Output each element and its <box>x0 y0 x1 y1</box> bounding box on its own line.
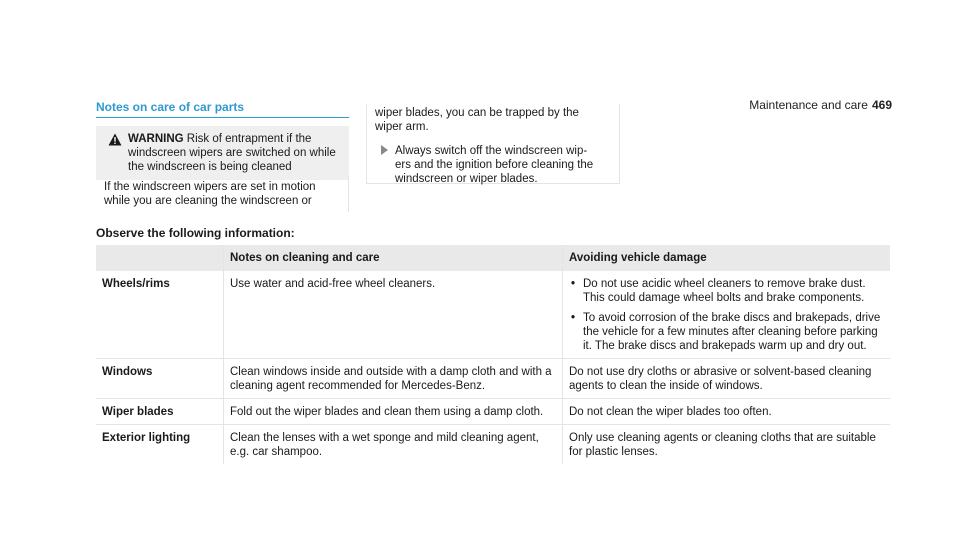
care-cell: Clean the lenses with a wet sponge and mild cleaning agent, e.g. car shampoo. <box>224 425 563 465</box>
warning-body-1: If the windscreen wipers are set in motion <box>104 181 316 193</box>
section-name: Maintenance and care <box>749 98 868 112</box>
warning-text-1: Risk of entrapment if the <box>186 133 312 145</box>
row-label: Wheels/rims <box>96 271 224 359</box>
warning-text-3: the windscreen is being cleaned <box>128 161 292 173</box>
step-arrow-icon <box>381 145 388 159</box>
warning-cont-1: wiper blades, you can be trapped by the <box>375 107 579 119</box>
step-text-1: Always switch off the windscreen wip- <box>395 145 588 157</box>
list-item: • To avoid corrosion of the brake discs and brakepads, drive the vehicle for a few minutes after cleaning before parking it. The brake discs and brakepads warm up and dry out. <box>571 312 881 352</box>
warning-box <box>96 126 349 180</box>
list-item: • Do not use acidic wheel cleaners to remove brake dust. This could damage wheel bolts and brake components. <box>571 278 866 304</box>
observe-heading: Observe the following information: <box>96 226 295 240</box>
bullet-icon: • <box>571 278 576 290</box>
table-header <box>96 245 224 271</box>
table-header: Notes on cleaning and care <box>224 245 563 271</box>
damage-cell <box>563 271 891 359</box>
row-label: Windows <box>96 359 224 399</box>
damage-cell: Only use cleaning agents or cleaning cloths that are suitable for plastic lenses. <box>563 425 891 465</box>
page-number: 469 <box>871 98 892 112</box>
bullet-icon: • <box>571 312 576 324</box>
table-row <box>96 399 890 425</box>
warning-body-2: while you are cleaning the windscreen or <box>104 195 312 207</box>
warning-continuation <box>366 104 620 184</box>
table-row <box>96 271 890 359</box>
care-cell: Fold out the wiper blades and clean them using a damp cloth. <box>224 399 563 425</box>
table-row <box>96 425 890 465</box>
care-cell: Use water and acid-free wheel cleaners. <box>224 271 563 359</box>
step-text-2: ers and the ignition before cleaning the <box>395 159 594 171</box>
damage-cell: Do not clean the wiper blades too often. <box>563 399 891 425</box>
warning-text-2: windscreen wipers are switched on while <box>128 147 336 159</box>
instruction-step <box>375 144 611 186</box>
warning-triangle-icon <box>108 133 122 150</box>
care-cell: Clean windows inside and outside with a damp cloth and with a cleaning agent recommended for Mercedes-Benz. <box>224 359 563 399</box>
page-header <box>749 98 892 112</box>
row-label: Wiper blades <box>96 399 224 425</box>
table-row <box>96 359 890 399</box>
warning-cont-2: wiper arm. <box>375 121 429 133</box>
warning-body <box>96 176 349 212</box>
section-title: Notes on care of car parts <box>96 100 349 118</box>
row-label: Exterior lighting <box>102 432 191 444</box>
table-header: Avoiding vehicle damage <box>563 245 891 271</box>
table-header-row <box>96 245 890 271</box>
care-table <box>96 245 890 464</box>
damage-cell: Do not use dry cloths or abrasive or solvent-based cleaning agents to clean the inside of windows. <box>563 359 891 399</box>
warning-label: WARNING <box>128 133 184 145</box>
step-text-3: windscreen or wiper blades. <box>395 173 538 185</box>
